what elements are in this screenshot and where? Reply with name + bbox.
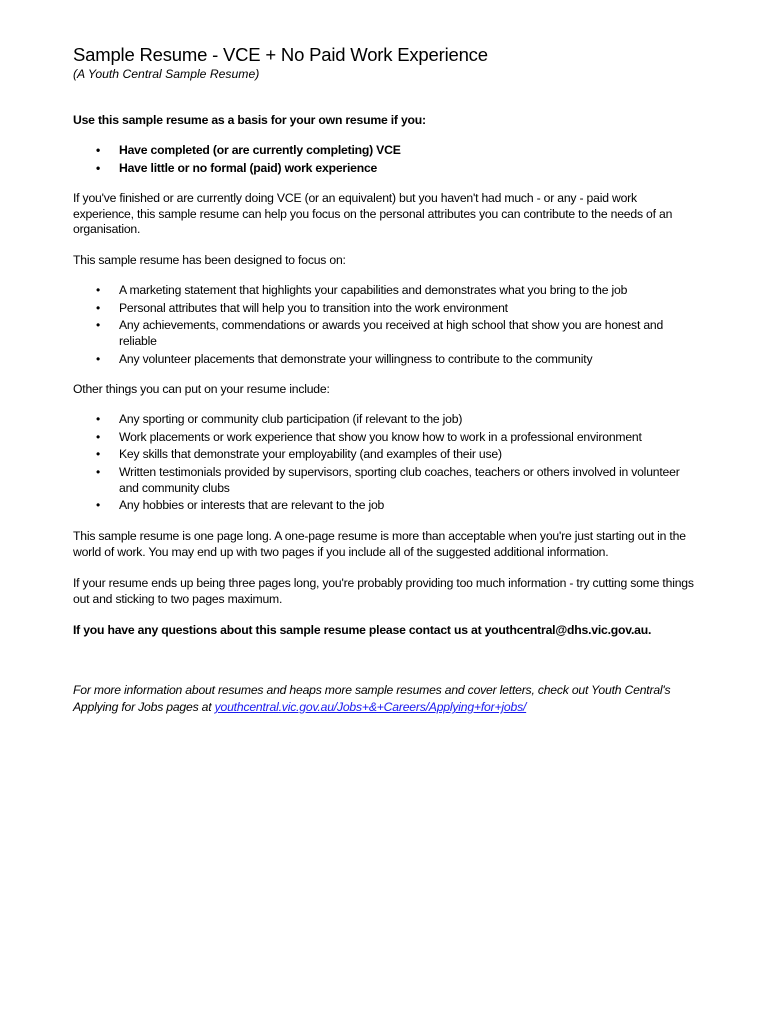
three-pages-paragraph: If your resume ends up being three pages long, you're probably providing too much information - try cutting some things out and sticking to two pages maximum.: [73, 576, 694, 606]
focus-item-text: Personal attributes that will help you to transition into the work environment: [119, 300, 508, 315]
list-item: [73, 429, 698, 445]
intro-heading: Use this sample resume as a basis for your own resume if you:: [73, 113, 426, 127]
bullet-icon: •: [96, 161, 101, 175]
bullet-icon: •: [96, 498, 101, 512]
bullet-icon: •: [96, 351, 101, 366]
list-item: [73, 142, 698, 158]
focus-list: [73, 282, 698, 367]
more-info-paragraph: [73, 682, 698, 717]
other-list: [73, 411, 698, 513]
bullet-icon: •: [96, 464, 101, 479]
document-page: [73, 44, 698, 717]
bullet-icon: •: [96, 447, 101, 461]
other-item-text: Work placements or work experience that show you know how to work in a professional environment: [119, 429, 642, 444]
criteria-item-text: Have completed (or are currently completing) VCE: [119, 143, 401, 157]
bullet-icon: •: [96, 412, 101, 426]
list-item: [73, 300, 698, 316]
more-info-text: For more information about resumes and heaps more sample resumes and cover letters, check out Youth Central's Applying for Jobs pages at: [73, 682, 671, 714]
bullet-icon: •: [96, 429, 101, 444]
focus-item-text: Any achievements, commendations or awards you received at high school that show you are honest and reliable: [119, 318, 664, 348]
other-item-text: Written testimonials provided by supervisors, sporting club coaches, teachers or others involved in volunteer and community clubs: [119, 464, 680, 495]
list-item: [73, 446, 698, 462]
list-item: [73, 317, 698, 349]
list-item: [73, 464, 698, 496]
bullet-icon: •: [96, 283, 101, 297]
list-item: [73, 411, 698, 427]
other-item-text: Any sporting or community club participation (if relevant to the job): [119, 412, 463, 426]
document-title: Sample Resume - VCE + No Paid Work Experience: [73, 44, 488, 65]
contact-paragraph: If you have any questions about this sample resume please contact us at youthcentral@dhs.vic.gov.au.: [73, 623, 652, 637]
list-item: [73, 160, 698, 176]
focus-item-text: A marketing statement that highlights your capabilities and demonstrates what you bring to the job: [119, 283, 628, 297]
list-item: [73, 497, 698, 513]
list-item: [73, 351, 698, 367]
criteria-item-text: Have little or no formal (paid) work experience: [119, 161, 378, 175]
criteria-list: [73, 142, 698, 176]
other-item-text: Any hobbies or interests that are relevant to the job: [119, 498, 385, 512]
youthcentral-link[interactable]: youthcentral.vic.gov.au/Jobs+&+Careers/Applying+for+jobs/: [214, 700, 527, 714]
bullet-icon: •: [96, 318, 101, 332]
other-item-text: Key skills that demonstrate your employability (and examples of their use): [119, 447, 502, 461]
focus-item-text: Any volunteer placements that demonstrate your willingness to contribute to the community: [119, 351, 593, 366]
document-subtitle: (A Youth Central Sample Resume): [73, 67, 260, 81]
length-paragraph: This sample resume is one page long. A one-page resume is more than acceptable when you're just starting out in the world of work. You may end up with two pages if you include all of the suggested additional information.: [73, 529, 686, 559]
focus-lead: This sample resume has been designed to focus on:: [73, 252, 346, 267]
bullet-icon: •: [96, 300, 101, 315]
bullet-icon: •: [96, 143, 101, 157]
other-lead: Other things you can put on your resume include:: [73, 381, 330, 396]
list-item: [73, 282, 698, 298]
intro-paragraph: If you've finished or are currently doing VCE (or an equivalent) but you haven't had much - or any - paid work experience, this sample resume can help you focus on the personal attributes you can contribute to the needs of an organisation.: [73, 191, 673, 236]
